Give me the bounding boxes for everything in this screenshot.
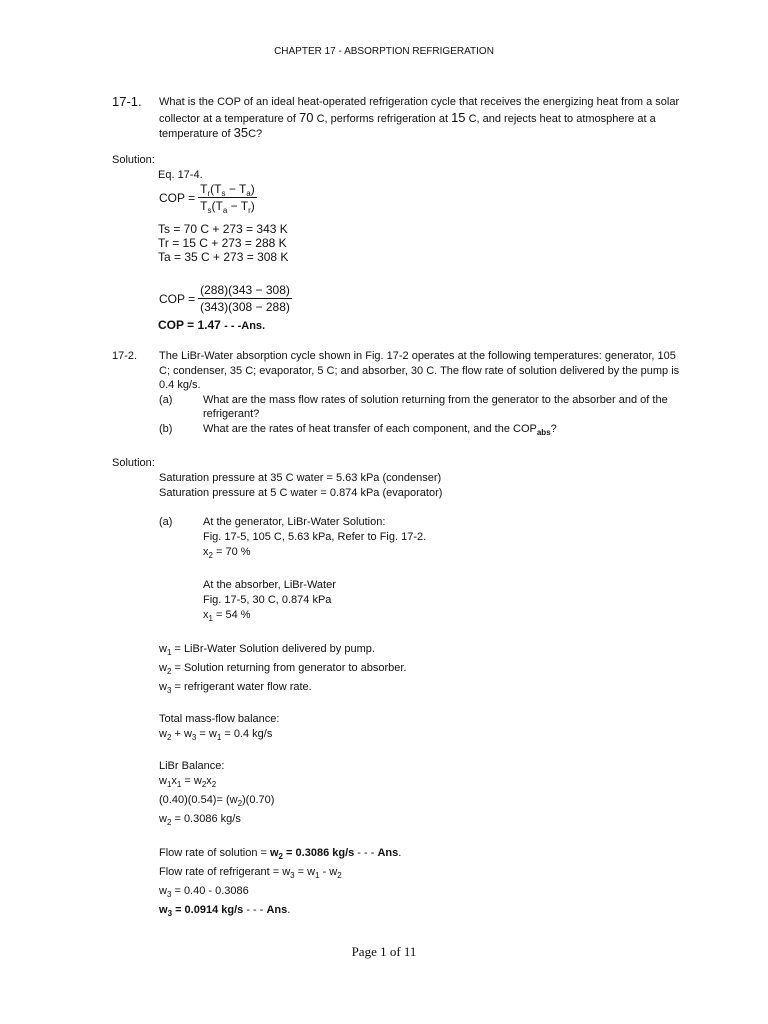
generator-figure-ref: Fig. 17-5, 105 C, 5.63 kPa, Refer to Fig. 17-2. — [203, 531, 427, 543]
solution-label-17-1: Solution: — [112, 154, 155, 166]
saturation-pressure-evaporator: Saturation pressure at 5 C water = 0.874 kPa (evaporator) — [159, 487, 443, 499]
ts-calculation: Ts = 70 C + 273 = 343 K — [158, 222, 288, 236]
w3-answer: $w_3 = 0.0914$ kg/s - - - Ans. — [159, 904, 291, 918]
w2-definition: $w_2$ = Solution returning from generator to absorber. — [159, 662, 407, 676]
tr-calculation: Tr = 15 C + 273 = 288 K — [158, 236, 287, 250]
cop-substitution-numerator: (288)(343 − 308) — [200, 283, 290, 297]
generator-heading: At the generator, LiBr-Water Solution: — [203, 516, 386, 528]
mass-balance-heading: Total mass-flow balance: — [159, 713, 280, 725]
problem-17-1-line-1: What is the COP of an ideal heat-operated refrigeration cycle that receives the energizing heat from a solar — [159, 96, 680, 108]
cop-substitution: COP = $\frac{(288)(343 - 308)}{(343)(308 - 288)}$ — [159, 283, 290, 314]
absorber-heading: At the absorber, LiBr-Water — [203, 579, 336, 591]
question-a-line-2: refrigerant? — [203, 408, 260, 420]
cop-formula-denominator: $T_s(T_a - T_r)$ — [200, 199, 255, 215]
problem-17-1-line-2: collector at a temperature of 70 C, performs refrigeration at 15 C, and rejects heat to atmosphere at a — [159, 110, 656, 125]
question-a-label: (a) — [159, 394, 173, 406]
problem-17-2-line-3: 0.4 kg/s. — [159, 379, 201, 391]
w3-definition: $w_3$ = refrigerant water flow rate. — [159, 681, 312, 695]
cop-formula-numerator: $T_r(T_s - T_a)$ — [200, 182, 255, 198]
cop-answer: COP = 1.47 - - -Ans. — [158, 318, 266, 332]
problem-number-17-2: 17-2. — [112, 350, 138, 362]
absorber-figure-ref: Fig. 17-5, 30 C, 0.874 kPa — [203, 594, 332, 606]
page-number: Page 1 of 11 — [351, 944, 417, 959]
solution-flow-answer: Flow rate of solution = $w_2 = 0.3086$ kg/s - - - Ans. — [159, 847, 402, 861]
chapter-header: CHAPTER 17 - ABSORPTION REFRIGERATION — [274, 46, 494, 57]
problem-17-1-line-3: temperature of 35C? — [159, 125, 263, 140]
libr-balance-heading: LiBr Balance: — [159, 760, 225, 772]
part-a-label: (a) — [159, 516, 173, 528]
w3-calculation: $w_3 = 0.40 - 0.3086$ — [159, 885, 249, 899]
equation-reference: Eq. 17-4. — [158, 169, 203, 181]
question-b-label: (b) — [159, 423, 173, 435]
libr-balance-equation-1: $w_1x_1 = w_2x_2$ — [159, 775, 217, 789]
problem-17-2-line-2: C; condenser, 35 C; evaporator, 5 C; and absorber, 30 C. The flow rate of solution delivered by the pump is — [159, 365, 680, 377]
libr-balance-equation-3: $w_2 = 0.3086$ kg/s — [159, 813, 241, 827]
cop-substitution-denominator: (343)(308 − 288) — [200, 300, 290, 314]
solution-label-17-2: Solution: — [112, 457, 155, 469]
ta-calculation: Ta = 35 C + 273 = 308 K — [158, 250, 289, 264]
x1-value: $x_1 = 54$ % — [203, 609, 251, 623]
mass-balance-equation: $w_2 + w_3 = w_1 = 0.4$ kg/s — [159, 728, 273, 742]
refrigerant-flow-formula: Flow rate of refrigerant = $w_3 = w_1 - w_2$ — [159, 866, 342, 880]
x2-value: $x_2 = 70$ % — [203, 546, 251, 560]
cop-formula: COP = $\frac{T_r(T_s - T_a)}{T_s(T_a - T_r)}$ — [159, 182, 255, 215]
libr-balance-equation-2: $(0.40)(0.54)= (w_2)(0.70)$ — [159, 794, 275, 808]
w1-definition: $w_1$ = LiBr-Water Solution delivered by pump. — [159, 643, 375, 657]
question-a-line-1: What are the mass flow rates of solution returning from the generator to the absorber and of the — [203, 394, 668, 406]
saturation-pressure-condenser: Saturation pressure at 35 C water = 5.63 kPa (condenser) — [159, 472, 442, 484]
problem-17-2-line-1: The LiBr-Water absorption cycle shown in Fig. 17-2 operates at the following temperatures: generator, 105 — [159, 350, 676, 362]
problem-number-17-1: 17-1. — [112, 94, 142, 109]
question-b-text: What are the rates of heat transfer of each component, and the $COP_{abs}$? — [203, 423, 557, 437]
